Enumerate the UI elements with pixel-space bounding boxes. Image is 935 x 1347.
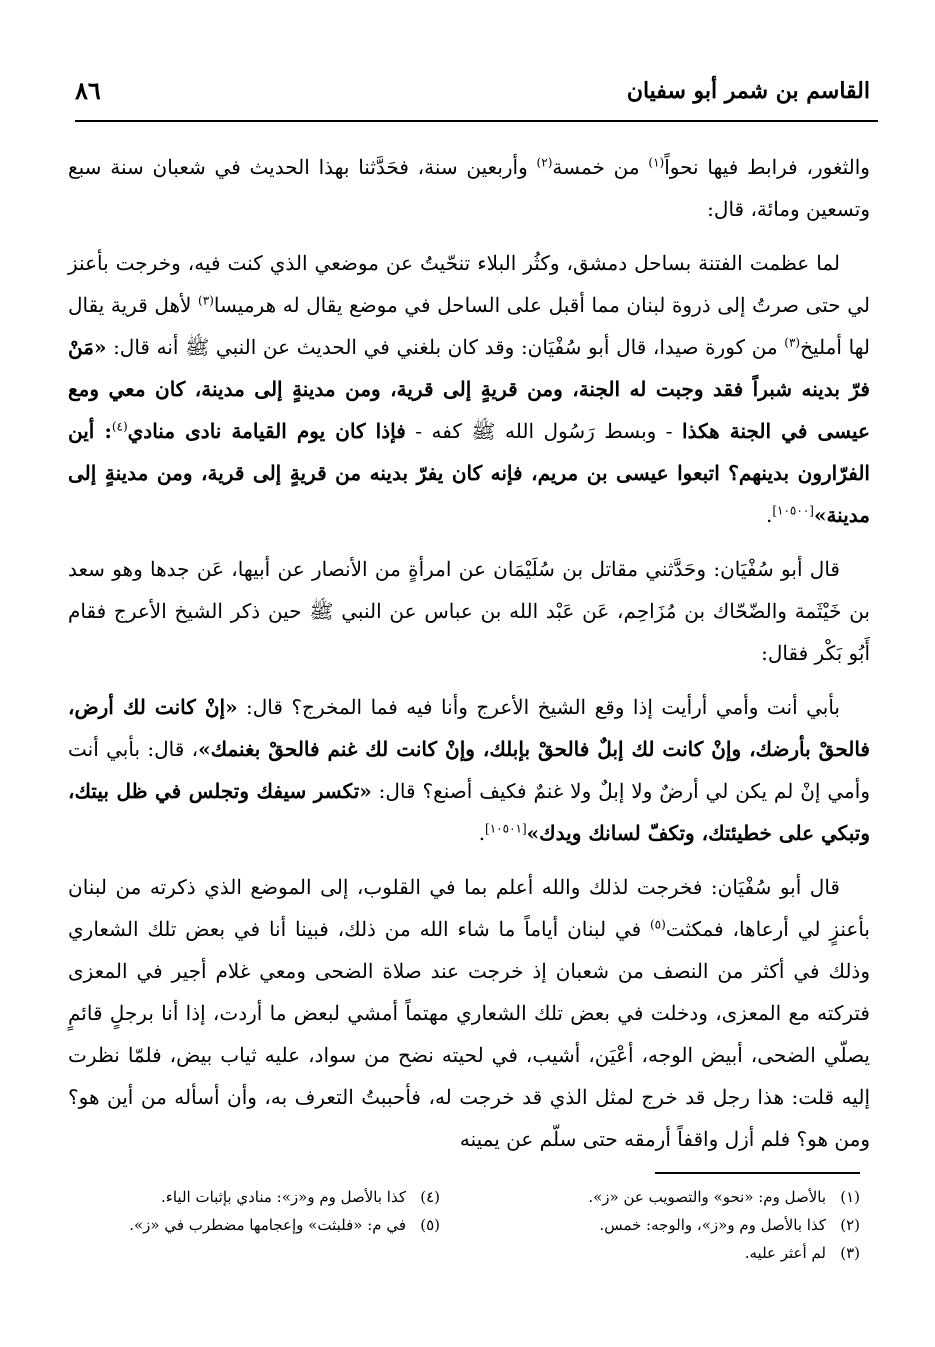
footnote-marker: (٣) <box>784 335 801 350</box>
paragraph-story <box>68 866 870 1160</box>
hadith-text: «مَنْ فرّ بدينه شبراً فقد وجبت له الجنة، ومن قريةٍ إلى قرية، ومن مدينةٍ إلى مدينة، كان معي ومع عيسى في الجنة هكذا <box>68 335 870 443</box>
text-run: لأهل قرية يقال لها أمليخ <box>68 293 870 359</box>
text-run: . <box>765 503 773 527</box>
page-number: ٨٦ <box>75 76 101 105</box>
paragraph-continuation <box>68 146 870 230</box>
text-run: والثغور، فرابط فيها نحواً <box>664 155 870 179</box>
text-run: في لبنان أياماً ما شاء الله من ذلك، فبينا أنا في بعض تلك الشعاري وذلك في أكثر من النصف من شعبان إذ خرجت عند صلاة الضحى ومعي غلام أجير في المعزى فتركته مع المعزى، ودخلت في بعض تلك الشعاري مهتماً أمشي لبعض ما أردت، إذا أنا برجلٍ قائمٍ يصلّي الضحى، أبيض الوجه، أعْيَن، أشيب، في لحيته نضح من سواد، عليه ثياب بيض، فلمّا نظرت إليه قلت: هذا رجل قد خرج لمثل الذي قد خرجت له، فأحببتُ التعرف به، وأن أسأله من أين هو؟ ومن هو؟ فلم أزل واقفاً أرمقه حتى سلّم عن يمينه <box>68 917 870 1151</box>
text-run: من كورة صيدا، قال أبو سُفْيَان: وقد كان بلغني في الحديث عن النبي ﷺ أنه قال: <box>106 335 785 359</box>
footnote-rule <box>655 1172 860 1174</box>
footnote-marker: (٢) <box>536 155 553 170</box>
hadith-text: «إنْ كانت لك أرض، فالحقْ بأرضك، وإنْ كانت لك إبلٌ فالحقْ بإبلك، وإنْ كانت لك غنم فالحقْ بغنمك» <box>68 695 870 761</box>
footnote-4: (٤)كذا بالأصل وم و«ز»: منادي بإثبات الياء. <box>161 1188 440 1206</box>
text-run: وأربعين سنة، فحَدَّثنا بهذا الحديث في شعبان سنة سبع وتسعين ومائة، قال: <box>68 155 870 221</box>
footnote-5: (٥)في م: «فلبثت» وإعجامها مضطرب في «ز». <box>129 1216 440 1234</box>
text-run: - وبسط رَسُول الله ﷺ كفه - <box>405 419 683 443</box>
text-run: . <box>478 821 486 845</box>
text-run: من خمسة <box>552 155 649 179</box>
footnote-3: (٣)لم أعثر عليه. <box>744 1244 860 1262</box>
paragraph-isnad <box>68 548 870 674</box>
footnote-2: (٢)كذا بالأصل وم و«ز»، والوجه: خمس. <box>599 1216 860 1234</box>
paragraph-narration <box>68 242 870 536</box>
footnote-marker: (١) <box>648 155 665 170</box>
hadith-number: [١٠٥٠٠] <box>772 503 814 518</box>
text-run: قال أبو سُفْيَان: وحَدَّثني مقاتل بن سُلَيْمَان عن امرأةٍ من الأنصار عن أبيها، عَن جدها وهو سعد بن خَيْثَمة والضّحّاك بن مُزَاحِم، عَن عَبْد الله بن عباس عن النبي ﷺ حين ذكر الشيخ الأعرج فقام أَبُو بَكْر فقال: <box>68 557 870 665</box>
header-rule <box>75 120 878 122</box>
footnotes-right-column <box>520 1183 860 1267</box>
hadith-number: [١٠٥٠١] <box>485 821 527 836</box>
running-title: القاسم بن شمر أبو سفيان <box>626 78 870 104</box>
footnote-marker: (٥) <box>649 917 666 932</box>
footnotes-left-column <box>80 1183 440 1239</box>
paragraph-hadith <box>68 686 870 854</box>
footnote-1: (١)بالأصل وم: «نحو» والتصويب عن «ز». <box>588 1188 860 1206</box>
footnote-marker: (٣) <box>198 293 214 308</box>
footnote-marker: (٤) <box>111 419 128 434</box>
text-run: لما عظمت الفتنة بساحل دمشق، وكثُر البلاء تنحّيتُ عن موضعي الذي كنت فيه، وخرجت بأعنز لي حتى صرتُ إلى ذروة لبنان مما أقبل على الساحل في موضع يقال له هرميسا <box>68 251 870 317</box>
text-run: قال أبو سُفْيَان: فخرجت لذلك والله أعلم بما في القلوب، إلى الموضع الذي ذكرته من لبنان بأعنزٍ لي أرعاها، فمكثت <box>68 875 870 941</box>
main-text <box>68 146 870 1160</box>
text-run: ، قال: بأبي أنت وأمي إنْ لم يكن لي أرضٌ ولا إبلٌ ولا غنمٌ فكيف أصنع؟ قال: <box>68 737 870 803</box>
hadith-text: فإذا كان يوم القيامة نادى منادي <box>127 419 406 443</box>
text-run: بأبي أنت وأمي أرأيت إذا وقع الشيخ الأعرج وأنا فيه فما المخرج؟ قال: <box>237 695 840 719</box>
page-header <box>75 76 870 112</box>
hadith-text: : أين الفرّارون بدينهم؟ اتبعوا عيسى بن مريم، فإنه كان يفرّ بدينه من قريةٍ إلى قرية، ومن مدينةٍ إلى مدينة» <box>68 419 870 527</box>
hadith-text: «تكسر سيفك وتجلس في ظل بيتك، وتبكي على خطيئتك، وتكفّ لسانك ويدك» <box>68 779 870 845</box>
